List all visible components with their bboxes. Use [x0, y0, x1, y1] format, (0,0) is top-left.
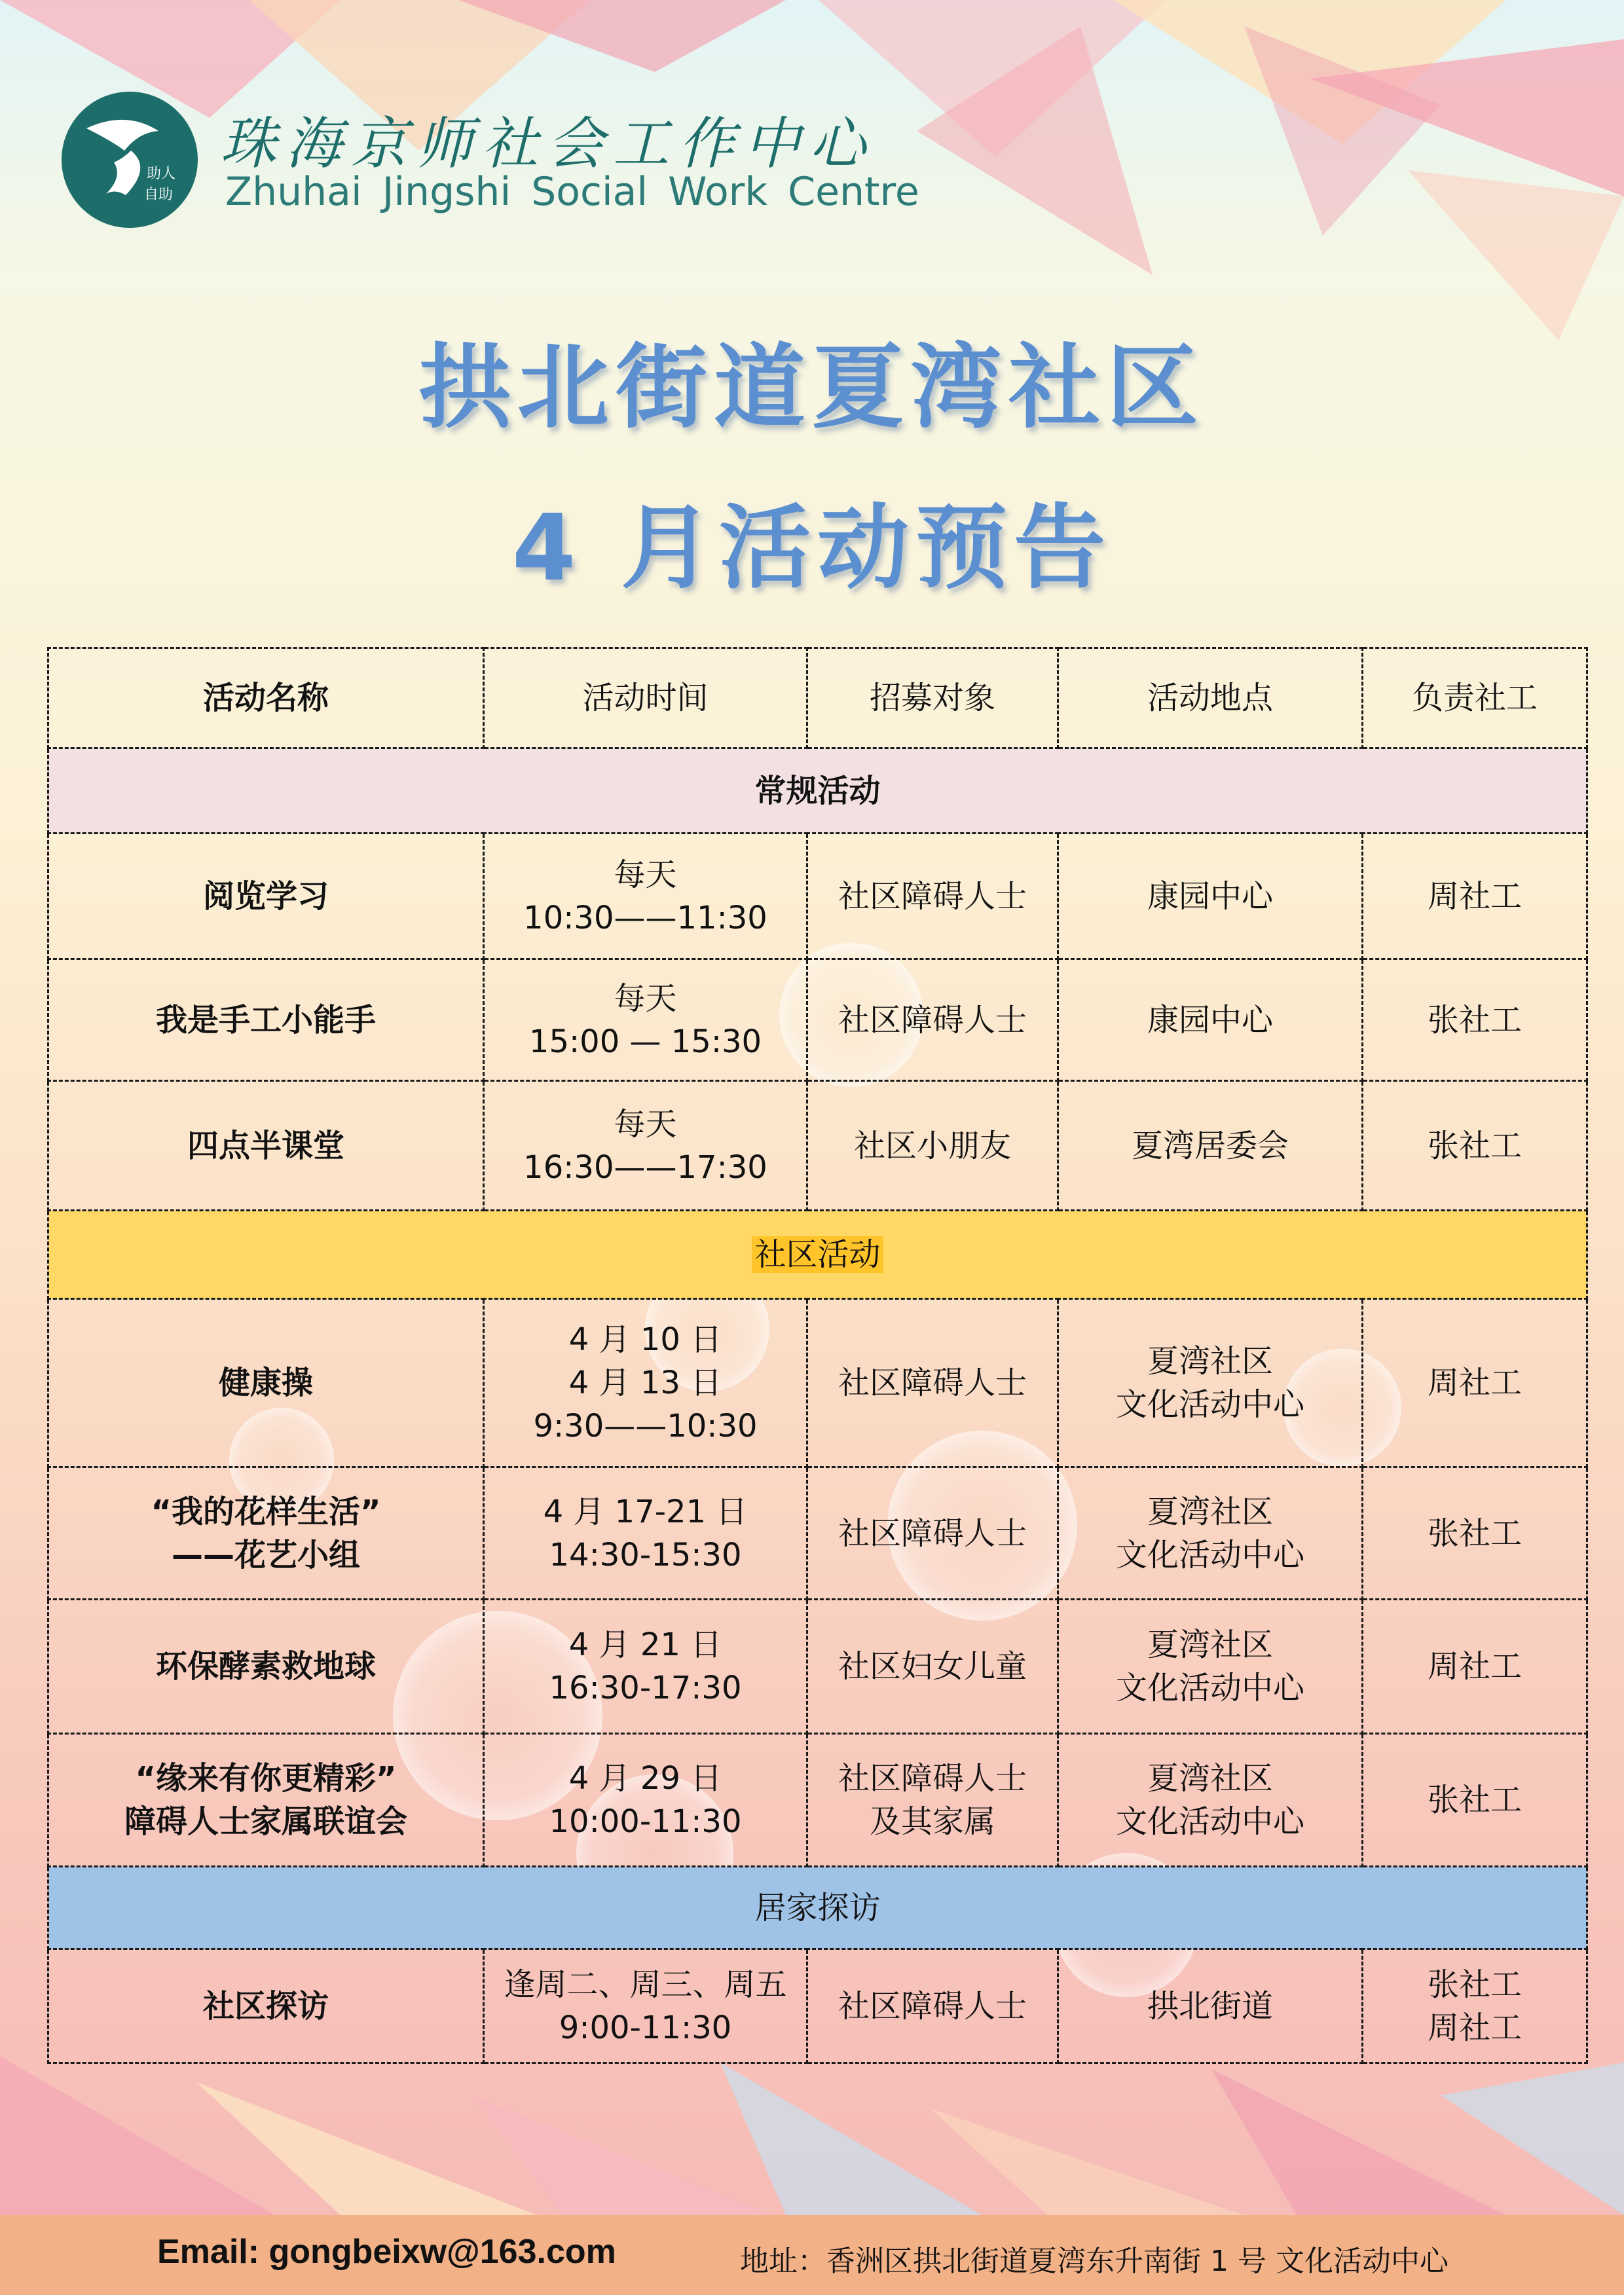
- social-worker: 张社工: [1427, 1515, 1522, 1552]
- org-name-en: Zhuhai Jingshi Social Work Centre: [225, 169, 919, 215]
- location: 夏湾社区: [1147, 1343, 1273, 1380]
- location: 文化活动中心: [1115, 1803, 1304, 1840]
- location: 拱北街道: [1147, 1987, 1273, 2025]
- activity-time: 4 月 29 日: [568, 1760, 722, 1797]
- header-activity-time: 活动时间: [484, 648, 807, 748]
- org-name-cn: 珠海京师社会工作中心: [220, 111, 875, 177]
- activity-time: 9:30——10:30: [533, 1408, 758, 1444]
- activity-time: 4 月 10 日: [568, 1321, 722, 1358]
- social-worker: 周社工: [1427, 2009, 1522, 2046]
- table-row: [48, 1734, 1587, 1867]
- target-group: 及其家属: [869, 1803, 995, 1840]
- activity-time: 4 月 13 日: [568, 1365, 722, 1401]
- activity-name: 社区探访: [202, 1987, 329, 2025]
- table-row: [48, 1299, 1587, 1467]
- activity-time: 15:00 — 15:30: [528, 1023, 762, 1060]
- table-row: [48, 1081, 1587, 1211]
- location: 文化活动中心: [1115, 1386, 1304, 1423]
- contact-address: 地址：香洲区拱北街道夏湾东升南街 1 号 文化活动中心: [740, 2245, 1449, 2278]
- contact-email[interactable]: Email: gongbeixw@163.com: [157, 2233, 616, 2271]
- activity-name: 健康操: [218, 1365, 313, 1401]
- header-location: 活动地点: [1058, 648, 1363, 748]
- activity-time: 逢周二、周三、周五: [504, 1966, 787, 2003]
- target-group: 社区障碍人士: [838, 1365, 1027, 1401]
- activity-name: “缘来有你更精彩”: [135, 1760, 397, 1797]
- activity-name: 环保酵素救地球: [155, 1648, 376, 1685]
- target-group: 社区障碍人士: [838, 1001, 1027, 1038]
- activity-time: 16:30-17:30: [549, 1670, 742, 1706]
- activity-name: 障碍人士家属联谊会: [124, 1803, 407, 1840]
- activity-time: 10:30——11:30: [523, 899, 767, 936]
- section-label: 常规活动: [48, 748, 1587, 834]
- section-row-regular: [48, 748, 1587, 834]
- social-worker: 周社工: [1427, 877, 1522, 915]
- location: 夏湾居委会: [1131, 1127, 1289, 1164]
- header-activity-name: 活动名称: [48, 648, 484, 748]
- activity-name: 阅览学习: [202, 877, 329, 915]
- social-worker: 张社工: [1427, 1127, 1522, 1164]
- location: 夏湾社区: [1147, 1760, 1273, 1797]
- target-group: 社区障碍人士: [838, 1987, 1027, 2025]
- activity-time: 10:00-11:30: [549, 1803, 742, 1840]
- location: 康园中心: [1147, 877, 1273, 915]
- header-target-group: 招募对象: [807, 648, 1058, 748]
- page-title-line-2: 4 月活动预告: [511, 495, 1113, 602]
- section-row-community: [48, 1211, 1587, 1299]
- activity-time: 每天: [614, 1105, 677, 1143]
- page-title-line-1: 拱北街道夏湾社区: [418, 335, 1205, 441]
- section-label: 居家探访: [48, 1867, 1587, 1949]
- table-header-row: [48, 648, 1587, 748]
- activity-name: 四点半课堂: [187, 1127, 344, 1164]
- activity-time: 4 月 17-21 日: [543, 1493, 748, 1530]
- location: 文化活动中心: [1115, 1536, 1304, 1573]
- section-row-home-visit: [48, 1867, 1587, 1949]
- activity-time: 每天: [614, 856, 677, 893]
- target-group: 社区障碍人士: [838, 1515, 1027, 1552]
- activity-time: 9:00-11:30: [559, 2009, 732, 2046]
- logo-icon: [60, 90, 199, 229]
- activity-schedule-table: [47, 647, 1588, 2064]
- activity-name: 我是手工小能手: [155, 1001, 376, 1038]
- activity-name: ——花艺小组: [171, 1536, 360, 1573]
- social-worker: 张社工: [1427, 1001, 1522, 1038]
- table-row: [48, 959, 1587, 1081]
- logo-text-top: 助人: [147, 166, 176, 182]
- logo-text-bottom: 自助: [144, 187, 174, 203]
- location: 夏湾社区: [1147, 1626, 1273, 1663]
- activity-time: 4 月 21 日: [568, 1626, 722, 1663]
- footer-bar: [0, 2215, 1624, 2295]
- target-group: 社区障碍人士: [838, 1760, 1027, 1797]
- target-group: 社区妇女儿童: [838, 1648, 1027, 1685]
- table-row: [48, 1600, 1587, 1734]
- activity-time: 每天: [614, 980, 677, 1017]
- header-social-worker: 负责社工: [1363, 648, 1587, 748]
- table-row: [48, 1467, 1587, 1600]
- table-row: [48, 1949, 1587, 2063]
- social-worker: 周社工: [1427, 1648, 1522, 1685]
- table-row: [48, 834, 1587, 959]
- location: 文化活动中心: [1115, 1670, 1304, 1706]
- target-group: 社区障碍人士: [838, 877, 1027, 915]
- activity-name: “我的花样生活”: [151, 1493, 381, 1530]
- location: 康园中心: [1147, 1001, 1273, 1038]
- location: 夏湾社区: [1147, 1493, 1273, 1530]
- target-group: 社区小朋友: [853, 1127, 1011, 1164]
- social-worker: 张社工: [1427, 1782, 1522, 1818]
- section-label: 社区活动: [752, 1236, 883, 1273]
- activity-time: 16:30——17:30: [523, 1148, 767, 1186]
- activity-time: 14:30-15:30: [549, 1536, 742, 1573]
- social-worker: 周社工: [1427, 1365, 1522, 1401]
- social-worker: 张社工: [1427, 1966, 1522, 2003]
